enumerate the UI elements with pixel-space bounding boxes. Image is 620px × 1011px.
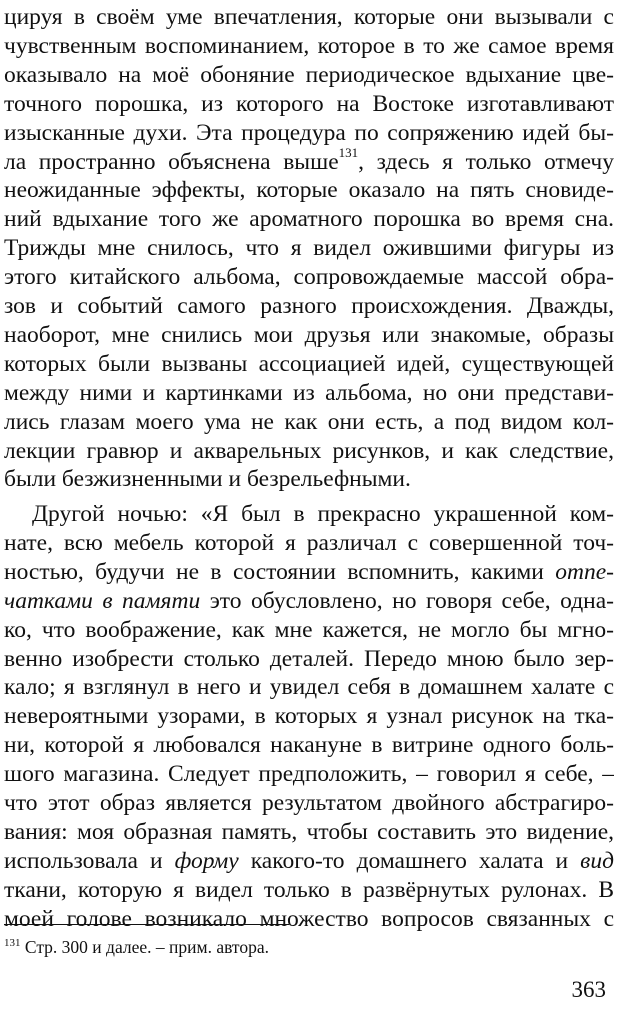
- text-segment: ностью, будучи не в состоянии вспомнить, какими: [4, 559, 556, 585]
- text-line: этого китайского альбома, сопровождаемые массой обра-: [4, 264, 614, 290]
- footnote-number: 131: [4, 937, 21, 950]
- text-line: зов и событий самого разного происхождения. Дважды,: [4, 293, 614, 319]
- text-line: что этот образ является результатом двойного абстрагиро-: [4, 790, 614, 816]
- footnote-separator: [4, 924, 289, 925]
- text-line: между ними и картинками из альбома, но они представи-: [4, 380, 614, 406]
- text-line: лекции гравюр и акварельных рисунков, и как следствие,: [4, 438, 614, 464]
- text-line: ткани, которую я видел только в развёрнутых рулонах. В: [4, 877, 614, 903]
- text-segment: использовала и: [4, 848, 175, 874]
- text-line: невероятными узорами, в которых я узнал рисунок на тка-: [4, 703, 614, 729]
- text-segment: какого-то домашнего халата и: [238, 848, 581, 874]
- text-line: наоборот, мне снились мои друзья или знакомые, образы: [4, 322, 614, 348]
- text-line: Трижды мне снилось, что я видел ожившими фигуры из: [4, 235, 614, 261]
- text-line: цируя в своём уме впечатления, которые они вызывали с: [4, 4, 614, 30]
- text-segment: это обусловлено, но говоря себе, одна-: [200, 588, 614, 614]
- text-line: Другой ночью: «Я был в прекрасно украшенной ком-: [32, 501, 614, 527]
- text-line: ко, что воображение, как мне кажется, не могло бы мгно-: [4, 617, 614, 643]
- text-line: точного порошка, из которого на Востоке изготавливают: [4, 91, 614, 117]
- footnote-reference[interactable]: 131: [338, 145, 359, 161]
- text-line: ний вдыхание того же ароматного порошка во время сна.: [4, 206, 614, 232]
- text-line: ни, которой я любовался накануне в витрине одного боль-: [4, 732, 614, 758]
- text-segment: , здесь я только отмечу: [358, 149, 614, 175]
- text-segment: ла пространно объяснена выше: [4, 149, 339, 175]
- text-line: шого магазина. Следует предположить, – говорил я себе, –: [4, 761, 614, 787]
- text-line: оказывало на моё обоняние периодическое вдыхание цве-: [4, 62, 614, 88]
- text-line: были безжизненными и безрельефными.: [4, 466, 411, 492]
- text-line: чувственным воспоминанием, которое в то же самое время: [4, 33, 614, 59]
- text-line: вания: моя образная память, чтобы составить это видение,: [4, 819, 614, 845]
- text-line: кало; я взглянул в него и увидел себя в домашнем халате с: [4, 674, 614, 700]
- italic-text: вид: [580, 848, 614, 874]
- page-number: 363: [571, 977, 606, 1002]
- footnote: [4, 934, 269, 960]
- italic-text: отпе-: [555, 559, 614, 585]
- text-line: моей голове возникало множество вопросов связанных с: [4, 906, 614, 932]
- italic-text: форму: [174, 848, 239, 874]
- text-line: которых были вызваны ассоциацией идей, существующей: [4, 351, 614, 377]
- text-line: лись глазам моего ума не как они есть, а под видом кол-: [4, 409, 614, 435]
- text-line: изысканные духи. Эта процедура по сопряжению идей бы-: [4, 120, 614, 146]
- text-line: нате, всю мебель которой я различал с совершенной точ-: [4, 530, 614, 556]
- italic-text: чатками в памяти: [4, 588, 201, 614]
- text-line: венно изобрести столько деталей. Передо мною было зер-: [4, 646, 614, 672]
- footnote-text: Стр. 300 и далее. – прим. автора.: [20, 937, 269, 957]
- text-line: неожиданные эффекты, которые оказало на пять сновиде-: [4, 177, 614, 203]
